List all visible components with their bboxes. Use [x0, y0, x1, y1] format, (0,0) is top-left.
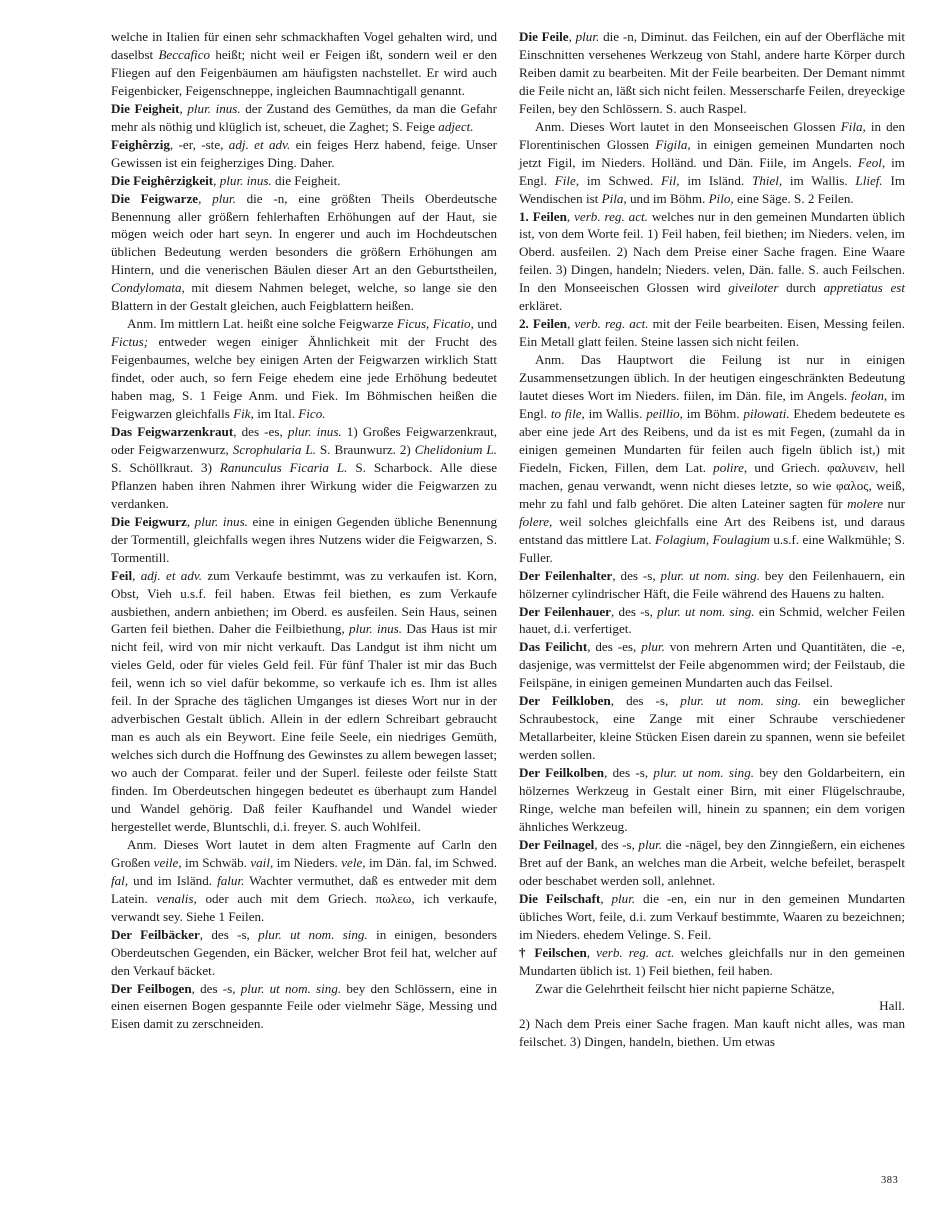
- entry-feilicht: Das Feilicht, des -es, plur. von mehrern Arten und Quantitäten, die -e, dasjenige, was vermittelst der Feile abgenommen wird; der Feilstaub, die Feilspäne, in einigen gemeinen Mundarten auch das Feilsel.: [519, 639, 905, 691]
- continuation-paragraph: welche in Italien für einen sehr schmackhaften Vogel gehalten wird, und daselbst Beccafico heißt; nicht weil er Feigen ißt, sondern weil er den Fliegen auf den Feigenbäumen am häufigsten nachstellet. Er wird auch Feigenbicker, Feigenschneppe, ingleichen Baumnachtigall genannt.: [111, 29, 497, 98]
- entry-feigherzigkeit: Die Feighêrzigkeit, plur. inus. die Feigheit.: [111, 172, 341, 188]
- left-column: [111, 28, 497, 1033]
- entry-feil: Feil, adj. et adv. zum Verkaufe bestimmt, was zu verkaufen ist. Korn, Obst, Vieh u.s.f. feil haben. Etwas feil biethen, es zum Verkaufe ausbiethen, andern anbiethen; im Oberd. es ausfeilen. Sein Haus, seinen Garten feil biethen. Daher die Feilbiethung, plur. inus. Das Haus ist mir nicht feil, wird von mir nicht verkauft. Das Landgut ist ihm nicht um vieles Geld, oder für vieles Geld feil. Für fünf Thaler ist mir das Buch feil, wenn ich so viel dafür bekomme, so verkaufe ich es. Ihm ist alles feil. In der Sprache des täglichen Umganges ist dieses Wort nur in der adverbischen Gestalt üblich. Allein in der edlern Schreibart gebraucht man es auch als ein Beywort. Eine feile Seele, ein niedriges Gemüth, welches sich durch die Hoffnung des Gewinstes zu allem bewegen lasset; wo auch der Comparat. feiler und der Superl. feileste oder feilste Statt finden. Im Oberdeutschen hingegen bedeutet es überhaupt zum Handel und Wandel gehörig. Daß feiler Kaufhandel und Wandel wieder hergestellet werde, Bluntschli, d.i. freyer. S. auch Wohlfeil.: [111, 567, 497, 834]
- verse-quote: Zwar die Gelehrtheit feilscht hier nicht papierne Schätze,: [535, 980, 835, 996]
- entry-feilenhalter: Der Feilenhalter, des -s, plur. ut nom. sing. bey den Feilenhauern, ein hölzerner cylindrischer Häft, die Feile während des Hauens zu halten.: [519, 567, 906, 601]
- page-number: 383: [881, 1175, 899, 1186]
- annotation-feil: Anm. Dieses Wort lautet in dem alten Fragmente auf Carln den Großen veile, im Schwäb. vail, im Nieders. vele, im Dän. fal, im Schwed. fal, und im Isländ. falur. Wachter vermuthet, daß es entweder mit dem Latein. venalis, oder auch mit dem Griech. πωλεω, ich verkaufe, verwandt sey. Siehe 1 Feilen.: [111, 836, 497, 924]
- annotation-feigwarze: Anm. Im mittlern Lat. heißt eine solche Feigwarze Ficus, Ficatio, und Fictus; entweder wegen einiger Ähnlichkeit mit der Frucht des Feigenbaumes, welche bey einigen Arten der Feigwarzen wirklich Statt findet, oder auch, so fern Feige ehedem eine jede Erhöhung bedeutet haben mag, S. 1 Feige Anm. und Fiek. Im Böhmischen heißen die Feigwarzen gleichfalls Fik, im Ital. Fico.: [111, 316, 498, 422]
- entry-feilbogen: Der Feilbogen, des -s, plur. ut nom. sing. bey den Schlössern, eine in einen eisernen Bogen gespannte Feile oder vielmehr Säge, Messing und Eisen damit zu zerschneiden.: [111, 980, 498, 1032]
- entry-feigwarze: Die Feigwarze, plur. die -n, eine größten Theils Oberdeutsche Benennung aller größern fehlerhaften Erhöhungen auf der Haut, sie mögen weich oder hart seyn. In engerer und auch im Hochdeutschen üblichen Bedeutung werden besonders die größern Erhöhungen am Hintern, und die venerischen Bäulen dieser Art an den Geburtstheilen, Condylomata, mit diesem Nahmen beleget, welche, so lange sie den Blattern in der Gestalt gleichen, auch Feigblattern heißen.: [111, 190, 498, 314]
- entry-feilen-2: 2. Feilen, verb. reg. act. mit der Feile bearbeiten. Eisen, Messing feilen. Ein Metall glatt feilen. Steine lassen sich nicht feilen.: [519, 316, 905, 350]
- entry-feile: Die Feile, plur. die -n, Diminut. das Feilchen, ein auf der Oberfläche mit Einschnitten versehenes Werkzeug von Stahl, andere harte Körper durch Reiben damit zu bearbeiten. Mit der Feile bearbeiten. Der Demant nimmt die Feile nicht an, läßt sich nicht feilen. Messerscharfe Feilen, dreyeckige Feilen, bey den Schlössern. S. auch Raspel.: [519, 29, 905, 116]
- entry-feilschen-continued: 2) Nach dem Preis einer Sache fragen. Man kauft nicht alles, was man feilschet. 3) Dingen, handeln, biethen. Um etwas: [519, 1016, 905, 1050]
- entry-feilbaecker: Der Feilbäcker, des -s, plur. ut nom. sing. in einigen, besonders Oberdeutschen Gegenden, ein Bäcker, welcher Brot feil hat, welcher auf den Verkauf bäcket.: [111, 926, 498, 978]
- entry-feilkolben: Der Feilkolben, des -s, plur. ut nom. sing. bey den Goldarbeitern, ein hölzernes Werkzeug in Gestalt einer Birn, mit einer Flügelschraube, Ringe, welche man befeilen will, hinein zu spannen; ein dem vorigen ähnliches Werkzeug.: [519, 765, 905, 834]
- entry-feigwarzenkraut: Das Feigwarzenkraut, des -es, plur. inus. 1) Großes Feigwarzenkraut, oder Feigwarzenwurz, Scrophularia L. S. Braunwurz. 2) Chelidonium L. S. Schöllkraut. 3) Ranunculus Ficaria L. S. Scharbock. Alle diese Pflanzen haben ihren Nahmen ihrer Wirkung wider die Feigwarzen zu verdanken.: [111, 423, 498, 511]
- entry-feigwurz: Die Feigwurz, plur. inus. eine in einigen Gegenden übliche Benennung der Tormentill, gleichfalls wegen ihres Nutzens wider die Feigwarzen, S. Tormentill.: [111, 513, 497, 565]
- annotation-feilen: Anm. Das Hauptwort die Feilung ist nur in einigen Zusammensetzungen üblich. In der heutigen eingeschränkten Bedeutung lautet dieses Wort im Nieders. fiilen, im Dän. file, im Angels. feolan, im Engl. to file, im Wallis. peillio, im Böhm. pilowati. Ehedem bedeutete es aber eine jede Art des Reibens, und da ist es mit Fegen, (zumahl da in einigen gemeinen Mundarten für feilen auch figeln üblich ist,) mit Fiedeln, Ficken, Fillen, dem Lat. polire, und Griech. φαλυνειν, hell machen, genau verwandt, wenn nicht dieses letzte, so wie φαλος, weiß, mehr zu fahl und falb gehöret. Die alten Lateiner sagten für molere nur folere, weil solches gleichfalls eine Art des Reibens ist, und daraus entstand das mittlere Lat. Folagium, Foulagium u.s.f. eine Walkmühle; S. Fuller.: [519, 352, 906, 565]
- annotation-feile: Anm. Dieses Wort lautet in den Monseeischen Glossen Fila, in den Florentinischen Glossen Figila, in einigen gemeinen Mundarten noch jetzt Figil, im Nieders. Holländ. und Dän. Fiile, im Angels. Feol, im Engl. File, im Schwed. Fil, im Isländ. Thiel, im Wallis. Llief. Im Wendischen ist Pila, und im Böhm. Pilo, eine Säge. S. 2 Feilen.: [519, 118, 906, 206]
- entry-feilenhauer: Der Feilenhauer, des -s, plur. ut nom. sing. ein Schmid, welcher Feilen hauet, d.i. verfertiget.: [519, 603, 906, 637]
- entry-feilschaft: Die Feilschaft, plur. die -en, ein nur in den gemeinen Mundarten übliches Wort, feile, d.i. zum Verkauf bestimmte, Waaren zu bezeichnen; im Nieders. ehedem Velinge. S. Feil.: [519, 890, 905, 942]
- verse-attribution: Hall.: [879, 998, 905, 1014]
- entry-feilnagel: Der Feilnagel, des -s, plur. die -nägel, bey den Zinngießern, ein eichenes Bret auf der Bank, an welches man die Arbeit, welche befeilet, beraspelt oder beschabet werden soll, anlehnet.: [519, 836, 905, 888]
- entry-feilschen: † Feilschen, verb. reg. act. welches gleichfalls nur in den gemeinen Mundarten üblich ist. 1) Feil biethen, feil haben.: [519, 944, 905, 978]
- entry-feigherzig: Feighêrzig, -er, -ste, adj. et adv. ein feiges Herz habend, feige. Unser Gewissen ist ein feigherziges Ding. Daher.: [111, 136, 497, 170]
- right-column: [519, 28, 905, 1051]
- entry-feigheit: Die Feigheit, plur. inus. der Zustand des Gemüthes, da man die Gefahr mehr als nöthig und klüglich ist, scheuet, die Zaghet; S. Feige adject.: [111, 100, 497, 134]
- entry-feilen-1: 1. Feilen, verb. reg. act. welches nur in den gemeinen Mundarten üblich ist, von dem Worte feil. 1) Feil haben, feil biethen; im Nieders. velen, im Oberd. ausfeilen. 2) Nach dem Preise einer Sache fragen. Eine Waare feilen. 3) Dingen, handeln; Nieders. velen, Dän. falle. S. auch Feilschen. In den Monseeischen Glossen wird giveiloter durch appretiatus est erkläret.: [519, 208, 905, 314]
- entry-feilkloben: Der Feilkloben, des -s, plur. ut nom. sing. ein beweglicher Schraubestock, eine Zange mit einer Schraube verschiedener Metallarbeiter, kleine Stücken Eisen darein zu spannen, wenn sie befeilet werden sollen.: [519, 693, 906, 763]
